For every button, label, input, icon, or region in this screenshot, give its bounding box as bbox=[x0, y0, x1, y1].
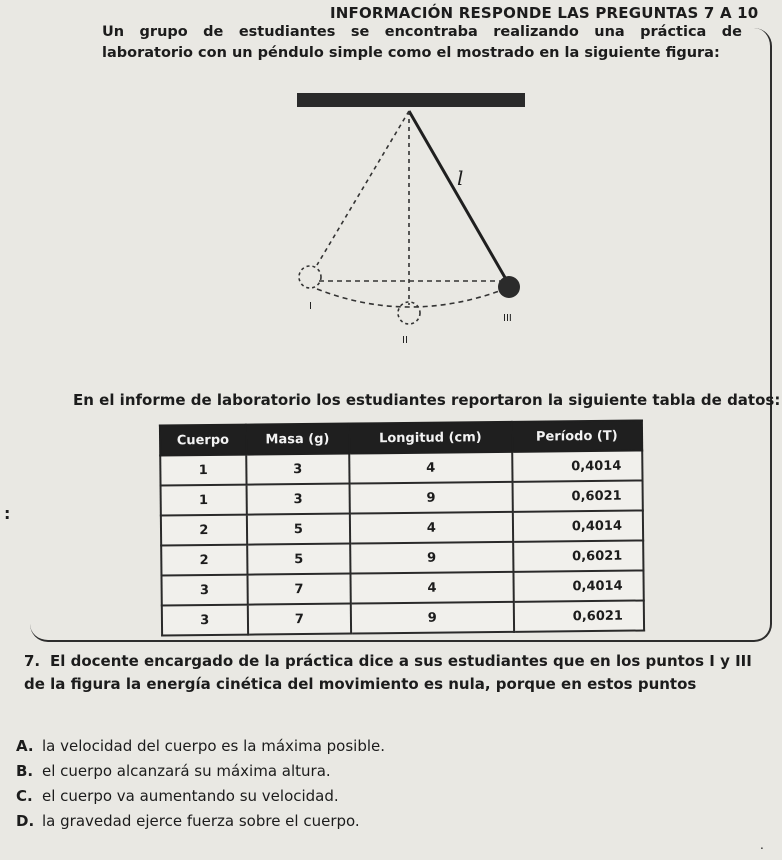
option-c[interactable] bbox=[16, 784, 385, 809]
point-label-iii: III bbox=[503, 313, 512, 324]
question-text: El docente encargado de la práctica dice a sus estudiantes que en los puntos I y III de la figura la energía cinética del movimiento es nula, porque en estos puntos bbox=[24, 652, 752, 693]
pendulum-bob bbox=[498, 276, 520, 298]
cell-longitud: 4 bbox=[350, 512, 513, 544]
pendulum-string bbox=[409, 111, 507, 281]
cell-masa: 7 bbox=[247, 604, 351, 635]
cell-periodo: 0,4014 bbox=[512, 510, 643, 541]
cell-cuerpo: 3 bbox=[162, 605, 248, 636]
point-label-i: I bbox=[309, 301, 312, 312]
option-text: la velocidad del cuerpo es la máxima posible. bbox=[42, 737, 386, 755]
header-cuerpo: Cuerpo bbox=[160, 425, 246, 456]
question-number: 7. bbox=[24, 652, 41, 670]
data-table bbox=[159, 419, 645, 636]
cell-masa: 3 bbox=[246, 484, 350, 515]
cell-masa: 3 bbox=[246, 454, 350, 485]
report-text: En el informe de laboratorio los estudiantes reportaron la siguiente tabla de datos: bbox=[73, 391, 781, 409]
margin-mark: : bbox=[4, 504, 11, 523]
header-masa: Masa (g) bbox=[246, 424, 350, 455]
cell-masa: 7 bbox=[247, 574, 351, 605]
length-label: l bbox=[457, 166, 464, 190]
cell-periodo: 0,4014 bbox=[513, 570, 644, 601]
option-text: el cuerpo alcanzará su máxima altura. bbox=[42, 762, 331, 780]
cell-masa: 5 bbox=[247, 544, 351, 575]
cell-cuerpo: 2 bbox=[161, 545, 247, 576]
cell-periodo: 0,6021 bbox=[513, 540, 644, 571]
option-letter: B. bbox=[16, 762, 34, 780]
left-dashed-string bbox=[317, 111, 409, 265]
pendulum-support bbox=[297, 93, 525, 107]
cell-periodo: 0,6021 bbox=[512, 480, 643, 511]
header-periodo: Período (T) bbox=[511, 420, 642, 451]
option-letter: A. bbox=[16, 737, 34, 755]
cell-masa: 5 bbox=[247, 514, 351, 545]
section-header: INFORMACIÓN RESPONDE LAS PREGUNTAS 7 A 10 bbox=[330, 4, 759, 22]
table-row bbox=[162, 600, 644, 635]
option-d[interactable] bbox=[16, 809, 385, 834]
pendulum-figure bbox=[285, 93, 535, 353]
answer-options bbox=[16, 734, 385, 834]
position-i-circle bbox=[299, 266, 321, 288]
option-letter: C. bbox=[16, 787, 33, 805]
option-letter: D. bbox=[16, 812, 35, 830]
cell-cuerpo: 2 bbox=[161, 515, 247, 546]
position-ii-circle bbox=[398, 302, 420, 324]
corner-mark: . bbox=[760, 838, 764, 852]
question-7 bbox=[24, 650, 774, 696]
cell-cuerpo: 1 bbox=[161, 485, 247, 516]
cell-longitud: 4 bbox=[351, 572, 514, 604]
intro-paragraph: Un grupo de estudiantes se encontraba realizando una práctica de laboratorio con un péndulo simple como el mostrado en la siguiente figura: bbox=[102, 24, 742, 61]
cell-longitud: 9 bbox=[350, 542, 513, 574]
option-b[interactable] bbox=[16, 759, 385, 784]
cell-cuerpo: 1 bbox=[160, 455, 246, 486]
option-text: el cuerpo va aumentando su velocidad. bbox=[42, 787, 339, 805]
header-longitud: Longitud (cm) bbox=[349, 422, 512, 454]
arc-path bbox=[317, 289, 505, 307]
cell-periodo: 0,6021 bbox=[513, 600, 644, 631]
option-a[interactable] bbox=[16, 734, 385, 759]
cell-periodo: 0,4014 bbox=[512, 450, 643, 481]
point-label-ii: II bbox=[402, 335, 408, 346]
cell-longitud: 4 bbox=[349, 452, 512, 484]
option-text: la gravedad ejerce fuerza sobre el cuerpo. bbox=[42, 812, 360, 830]
cell-longitud: 9 bbox=[350, 482, 513, 514]
cell-longitud: 9 bbox=[351, 602, 514, 634]
cell-cuerpo: 3 bbox=[161, 575, 247, 606]
